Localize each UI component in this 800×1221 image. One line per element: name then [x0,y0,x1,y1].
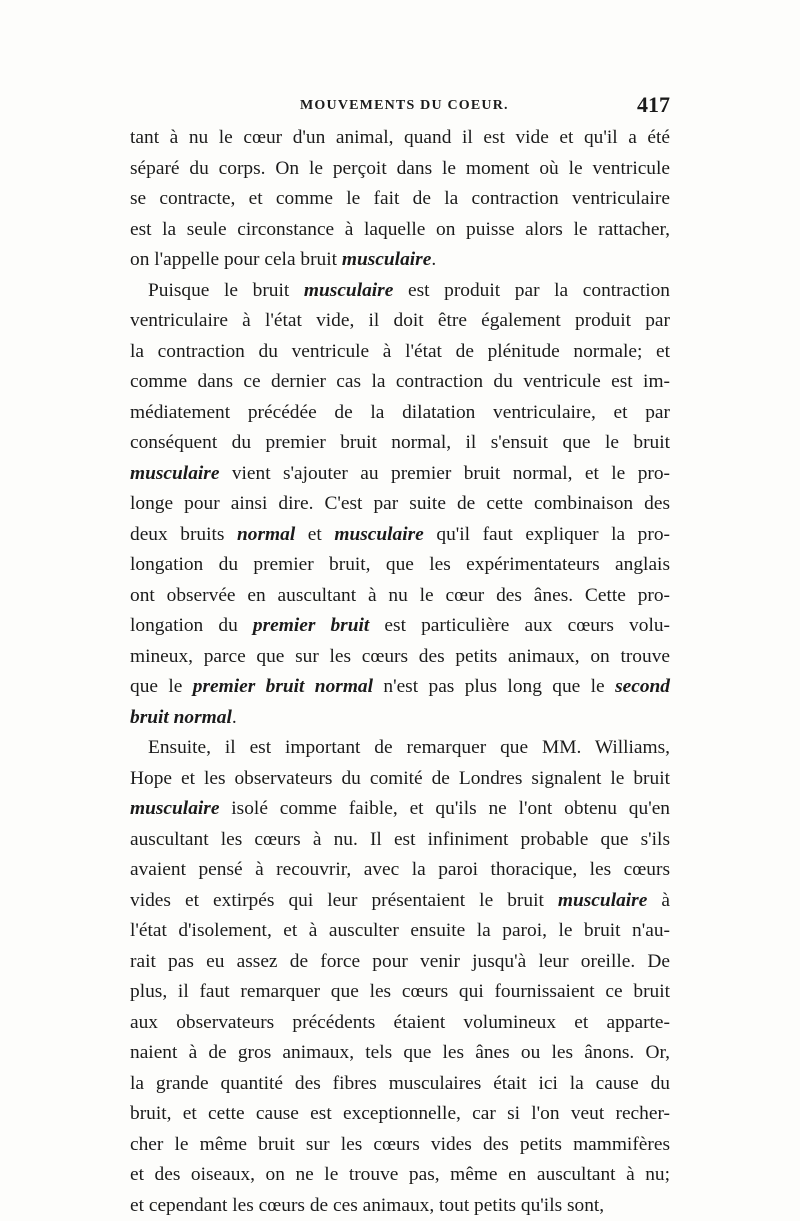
text-line: cher le même bruit sur les cœurs vides des petits mammifères [130,1130,670,1161]
text-line: Puisque le bruit musculaire est produit par la contraction [130,276,670,307]
text-line: bruit normal. [130,703,670,734]
text-line: deux bruits normal et musculaire qu'il faut expliquer la pro- [130,520,670,551]
running-head: MOUVEMENTS DU COEUR. [300,98,509,114]
text-line: plus, il faut remarquer que les cœurs qui fournissaient ce bruit [130,977,670,1008]
text-line: que le premier bruit normal n'est pas plus long que le second [130,672,670,703]
text-line: naient à de gros animaux, tels que les ânes ou les ânons. Or, [130,1038,670,1069]
text-line: rait pas eu assez de force pour venir jusqu'à leur oreille. De [130,947,670,978]
text-line: tant à nu le cœur d'un animal, quand il est vide et qu'il a été [130,123,670,154]
text-line: et cependant les cœurs de ces animaux, tout petits qu'ils sont, [130,1191,670,1221]
text-line: on l'appelle pour cela bruit musculaire. [130,245,670,276]
text-line: longation du premier bruit est particulière aux cœurs volu- [130,611,670,642]
text-line: Ensuite, il est important de remarquer que MM. Williams, [130,733,670,764]
text-line: auscultant les cœurs à nu. Il est infiniment probable que s'ils [130,825,670,856]
text-line: la contraction du ventricule à l'état de plénitude normale; et [130,337,670,368]
text-line: musculaire isolé comme faible, et qu'ils ne l'ont obtenu qu'en [130,794,670,825]
text-line: comme dans ce dernier cas la contraction du ventricule est im- [130,367,670,398]
text-line: longation du premier bruit, que les expérimentateurs anglais [130,550,670,581]
text-line: conséquent du premier bruit normal, il s'ensuit que le bruit [130,428,670,459]
text-line: médiatement précédée de la dilatation ventriculaire, et par [130,398,670,429]
text-line: ont observée en auscultant à nu le cœur des ânes. Cette pro- [130,581,670,612]
text-line: Hope et les observateurs du comité de Londres signalent le bruit [130,764,670,795]
text-line: longe pour ainsi dire. C'est par suite de cette combinaison des [130,489,670,520]
text-line: bruit, et cette cause est exceptionnelle, car si l'on veut recher- [130,1099,670,1130]
text-line: aux observateurs précédents étaient volumineux et apparte- [130,1008,670,1039]
text-line: l'état d'isolement, et à ausculter ensuite la paroi, le bruit n'au- [130,916,670,947]
text-line: ventriculaire à l'état vide, il doit être également produit par [130,306,670,337]
text-line: se contracte, et comme le fait de la contraction ventriculaire [130,184,670,215]
text-line: musculaire vient s'ajouter au premier bruit normal, et le pro- [130,459,670,490]
text-line: et des oiseaux, on ne le trouve pas, même en auscultant à nu; [130,1160,670,1191]
text-line: est la seule circonstance à laquelle on puisse alors le rattacher, [130,215,670,246]
text-line: mineux, parce que sur les cœurs des petits animaux, on trouve [130,642,670,673]
page-header [130,92,670,122]
body-text [130,123,670,1221]
text-line: la grande quantité des fibres musculaires était ici la cause du [130,1069,670,1100]
text-line: séparé du corps. On le perçoit dans le moment où le ventricule [130,154,670,185]
page-number: 417 [637,92,670,118]
text-line: vides et extirpés qui leur présentaient le bruit musculaire à [130,886,670,917]
text-line: avaient pensé à recouvrir, avec la paroi thoracique, les cœurs [130,855,670,886]
